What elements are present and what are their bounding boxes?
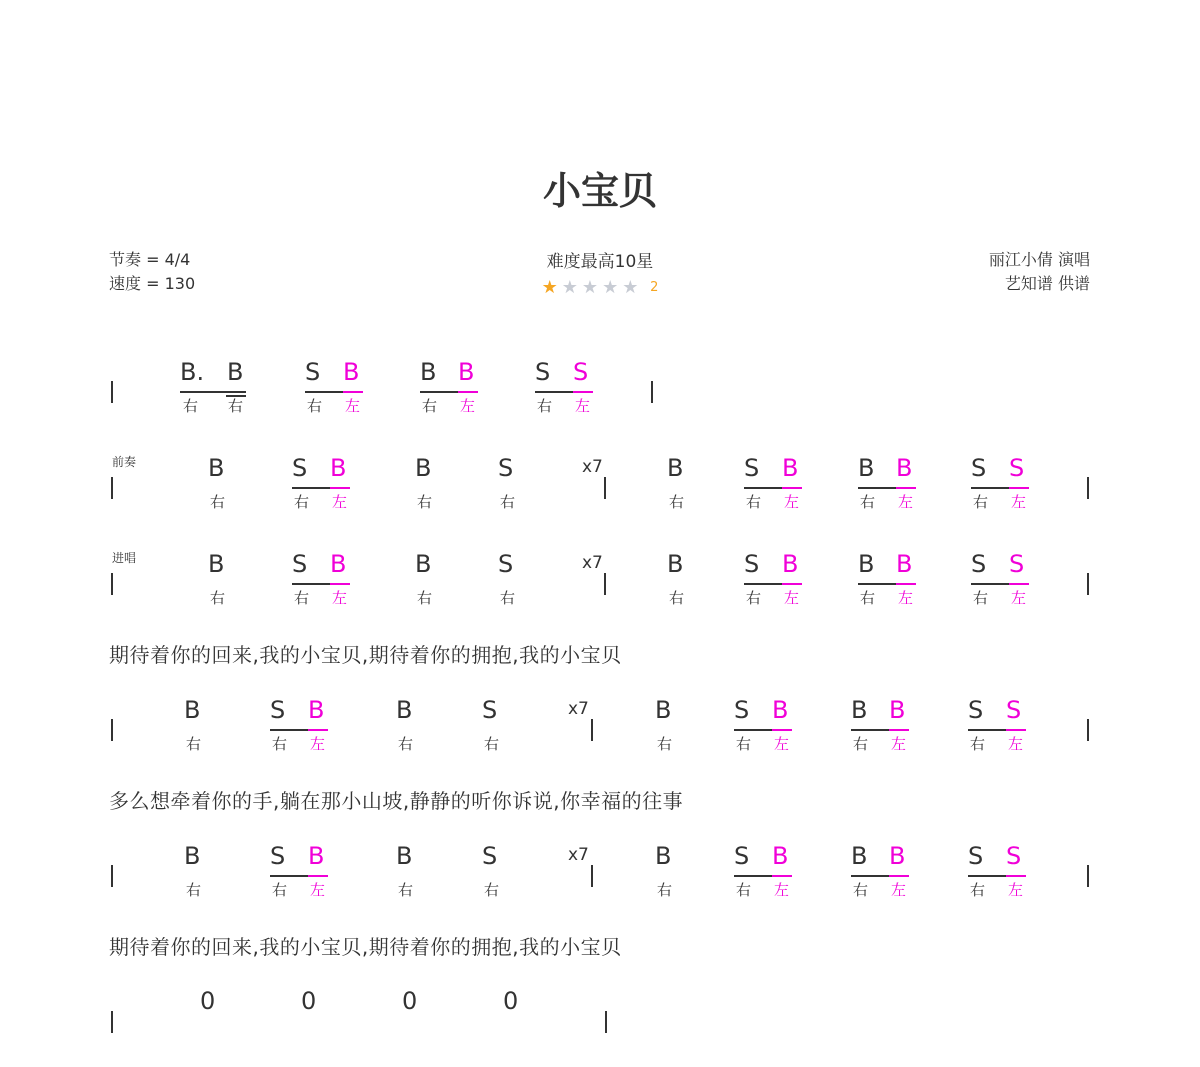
beam-line — [270, 875, 308, 877]
hand-left: 左 — [898, 589, 914, 607]
beam-line-left — [889, 729, 909, 731]
note-s-left: S — [1009, 454, 1025, 482]
star-icon: ★ — [561, 277, 582, 298]
hand-left: 左 — [898, 493, 914, 511]
barline — [591, 719, 593, 741]
hand-right: 右 — [500, 589, 516, 607]
hand-right: 右 — [186, 735, 202, 753]
difficulty-stars — [500, 278, 700, 298]
hand-right: 右 — [746, 493, 762, 511]
beam-line-left — [782, 583, 802, 585]
repeat-mark: x7 — [568, 845, 589, 865]
note-b: B — [858, 550, 875, 578]
note-b: B — [415, 550, 432, 578]
note-b: B — [851, 696, 868, 724]
hand-left: 左 — [891, 735, 907, 753]
note-b-left: B — [896, 550, 913, 578]
beam-line-left — [782, 487, 802, 489]
beam-line — [971, 583, 1009, 585]
note-b-left: B — [458, 358, 475, 386]
note-b-left: B — [772, 842, 789, 870]
beam-line-left — [772, 729, 792, 731]
barline — [111, 865, 113, 887]
note-s: S — [270, 696, 286, 724]
rest-zero: 0 — [200, 987, 216, 1015]
note-s: S — [482, 842, 498, 870]
section-label: 进唱 — [112, 551, 137, 565]
beam-line — [851, 729, 889, 731]
hand-right: 右 — [853, 735, 869, 753]
beam-line-left — [330, 583, 350, 585]
note-s: S — [734, 696, 750, 724]
hand-left: 左 — [784, 589, 800, 607]
lyric-line: 期待着你的回来,我的小宝贝,期待着你的拥抱,我的小宝贝 — [109, 935, 622, 959]
beam-line-left — [308, 729, 328, 731]
note-b-left: B — [343, 358, 360, 386]
note-s: S — [498, 454, 514, 482]
note-b-left: B — [308, 842, 325, 870]
barline — [604, 477, 606, 499]
note-s: S — [535, 358, 551, 386]
score-title: 小宝贝 — [542, 169, 657, 213]
hand-right: 右 — [657, 735, 673, 753]
hand-right: 右 — [294, 493, 310, 511]
note-b: B — [184, 842, 201, 870]
rest-zero: 0 — [503, 987, 519, 1015]
hand-right: 右 — [272, 881, 288, 899]
beam-line — [734, 729, 772, 731]
note-b-left: B — [330, 550, 347, 578]
hand-right: 右 — [736, 881, 752, 899]
beam-line — [292, 583, 330, 585]
note-s-left: S — [1006, 842, 1022, 870]
hand-left: 左 — [891, 881, 907, 899]
note-s-left: S — [573, 358, 589, 386]
hand-right: 右 — [210, 589, 226, 607]
note-s: S — [744, 550, 760, 578]
beam-line-left — [1009, 583, 1029, 585]
barline — [605, 1011, 607, 1033]
hand-right: 右 — [860, 589, 876, 607]
note-b-dotted: B. — [180, 358, 205, 386]
hand-left: 左 — [784, 493, 800, 511]
barline — [1087, 573, 1089, 595]
barline — [604, 573, 606, 595]
score-row-intro — [0, 453, 1200, 533]
hand-left: 左 — [1011, 589, 1027, 607]
hand-left: 左 — [1011, 493, 1027, 511]
hand-right: 右 — [500, 493, 516, 511]
note-s: S — [744, 454, 760, 482]
score-row-verse — [0, 549, 1200, 629]
beam-line-left — [896, 583, 916, 585]
beam-line-left — [308, 875, 328, 877]
rest-zero: 0 — [402, 987, 418, 1015]
provider: 艺知谱 供谱 — [1004, 274, 1090, 293]
singer: 丽江小倩 演唱 — [988, 250, 1090, 269]
lyric-line: 多么想牵着你的手,躺在那小山坡,静静的听你诉说,你幸福的往事 — [109, 789, 684, 813]
score-row-5 — [0, 841, 1200, 921]
hand-left: 左 — [575, 397, 591, 415]
note-b-left: B — [889, 842, 906, 870]
note-s: S — [968, 696, 984, 724]
beam-line-left — [772, 875, 792, 877]
note-b: B — [851, 842, 868, 870]
difficulty-block — [500, 250, 700, 298]
hand-left: 左 — [774, 735, 790, 753]
hand-right: 右 — [398, 881, 414, 899]
beam-line-left — [1006, 729, 1026, 731]
star-icon: ★ — [581, 277, 603, 298]
note-b: B — [858, 454, 875, 482]
note-s: S — [971, 454, 987, 482]
barline — [111, 573, 113, 595]
hand-left: 左 — [774, 881, 790, 899]
hand-right: 右 — [669, 493, 685, 511]
beam-line-left — [330, 487, 350, 489]
hand-right: 右 — [398, 735, 414, 753]
repeat-mark: x7 — [582, 553, 603, 573]
hand-left: 左 — [310, 881, 326, 899]
hand-left: 左 — [345, 397, 361, 415]
lyric-line: 期待着你的回来,我的小宝贝,期待着你的拥抱,我的小宝贝 — [109, 643, 622, 667]
note-s: S — [305, 358, 321, 386]
hand-right: 右 — [860, 493, 876, 511]
note-b: B — [227, 358, 244, 386]
beam-line-left — [889, 875, 909, 877]
beam-line — [744, 487, 782, 489]
hand-right: 右 — [973, 493, 989, 511]
note-s: S — [482, 696, 498, 724]
score-row-intro-pickup — [0, 357, 1200, 437]
barline — [1087, 477, 1089, 499]
beam-line-left — [1006, 875, 1026, 877]
hand-left: 左 — [310, 735, 326, 753]
difficulty-value: 2 — [650, 280, 659, 295]
hand-right: 右 — [210, 493, 226, 511]
note-s: S — [498, 550, 514, 578]
star-icon: ★ — [541, 277, 562, 298]
beam-line-left — [573, 391, 593, 393]
note-s: S — [270, 842, 286, 870]
note-b: B — [396, 842, 413, 870]
note-b-left: B — [889, 696, 906, 724]
note-s-left: S — [1009, 550, 1025, 578]
hand-right: 右 — [422, 397, 438, 415]
rhythm: 节奏 = 4/4 — [109, 250, 191, 269]
barline — [111, 477, 113, 499]
note-b: B — [396, 696, 413, 724]
beam-line — [968, 875, 1006, 877]
note-b: B — [420, 358, 437, 386]
beam-line — [858, 487, 896, 489]
barline — [1087, 719, 1089, 741]
note-b: B — [208, 550, 225, 578]
note-b: B — [184, 696, 201, 724]
beam-line — [292, 487, 330, 489]
beam-line — [270, 729, 308, 731]
beam-line-left — [458, 391, 478, 393]
beam-line-left — [1009, 487, 1029, 489]
barline — [591, 865, 593, 887]
hand-left: 左 — [1008, 735, 1024, 753]
hand-right: 右 — [736, 735, 752, 753]
note-b: B — [415, 454, 432, 482]
score-row-4 — [0, 695, 1200, 775]
hand-right: 右 — [484, 735, 500, 753]
difficulty-label: 难度最高10星 — [546, 252, 654, 272]
tempo: 速度 = 130 — [109, 274, 196, 293]
score-row-rest — [0, 987, 1200, 1067]
hand-right: 右 — [669, 589, 685, 607]
beam-line — [744, 583, 782, 585]
hand-right: 右 — [186, 881, 202, 899]
beam-line-double — [226, 395, 246, 397]
hand-right: 右 — [853, 881, 869, 899]
hand-right: 右 — [537, 397, 553, 415]
hand-right: 右 — [746, 589, 762, 607]
section-label: 前奏 — [112, 455, 137, 469]
hand-right: 右 — [228, 397, 244, 415]
hand-right: 右 — [307, 397, 323, 415]
note-s: S — [292, 454, 308, 482]
barline — [111, 719, 113, 741]
note-b-left: B — [896, 454, 913, 482]
note-b: B — [667, 454, 684, 482]
hand-right: 右 — [183, 397, 199, 415]
star-icon: ★ — [622, 277, 643, 298]
beam-line — [851, 875, 889, 877]
note-b-left: B — [782, 454, 799, 482]
beam-line — [968, 729, 1006, 731]
hand-right: 右 — [973, 589, 989, 607]
note-s: S — [292, 550, 308, 578]
hand-left: 左 — [1008, 881, 1024, 899]
barline — [111, 381, 113, 403]
hand-left: 左 — [460, 397, 476, 415]
beam-line-left — [343, 391, 363, 393]
hand-right: 右 — [294, 589, 310, 607]
hand-right: 右 — [417, 589, 433, 607]
hand-right: 右 — [272, 735, 288, 753]
note-s: S — [968, 842, 984, 870]
note-b: B — [667, 550, 684, 578]
hand-right: 右 — [970, 735, 986, 753]
hand-left: 左 — [332, 493, 348, 511]
note-b-left: B — [782, 550, 799, 578]
barline — [111, 1011, 113, 1033]
note-s-left: S — [1006, 696, 1022, 724]
note-b: B — [655, 696, 672, 724]
note-b-left: B — [772, 696, 789, 724]
hand-right: 右 — [484, 881, 500, 899]
repeat-mark: x7 — [568, 699, 589, 719]
hand-left: 左 — [332, 589, 348, 607]
beam-line — [535, 391, 573, 393]
hand-right: 右 — [970, 881, 986, 899]
rest-zero: 0 — [301, 987, 317, 1015]
barline — [1087, 865, 1089, 887]
note-b: B — [208, 454, 225, 482]
beam-line — [971, 487, 1009, 489]
beam-line — [180, 391, 246, 393]
note-b-left: B — [330, 454, 347, 482]
beam-line — [420, 391, 458, 393]
note-s: S — [971, 550, 987, 578]
repeat-mark: x7 — [582, 457, 603, 477]
beam-line — [734, 875, 772, 877]
note-b-left: B — [308, 696, 325, 724]
score-meta-right — [989, 248, 1090, 296]
score-meta-left — [109, 248, 195, 296]
hand-right: 右 — [657, 881, 673, 899]
beam-line-left — [896, 487, 916, 489]
star-icon: ★ — [602, 277, 623, 298]
beam-line — [858, 583, 896, 585]
beam-line — [305, 391, 343, 393]
note-s: S — [734, 842, 750, 870]
hand-right: 右 — [417, 493, 433, 511]
barline — [651, 381, 653, 403]
note-b: B — [655, 842, 672, 870]
